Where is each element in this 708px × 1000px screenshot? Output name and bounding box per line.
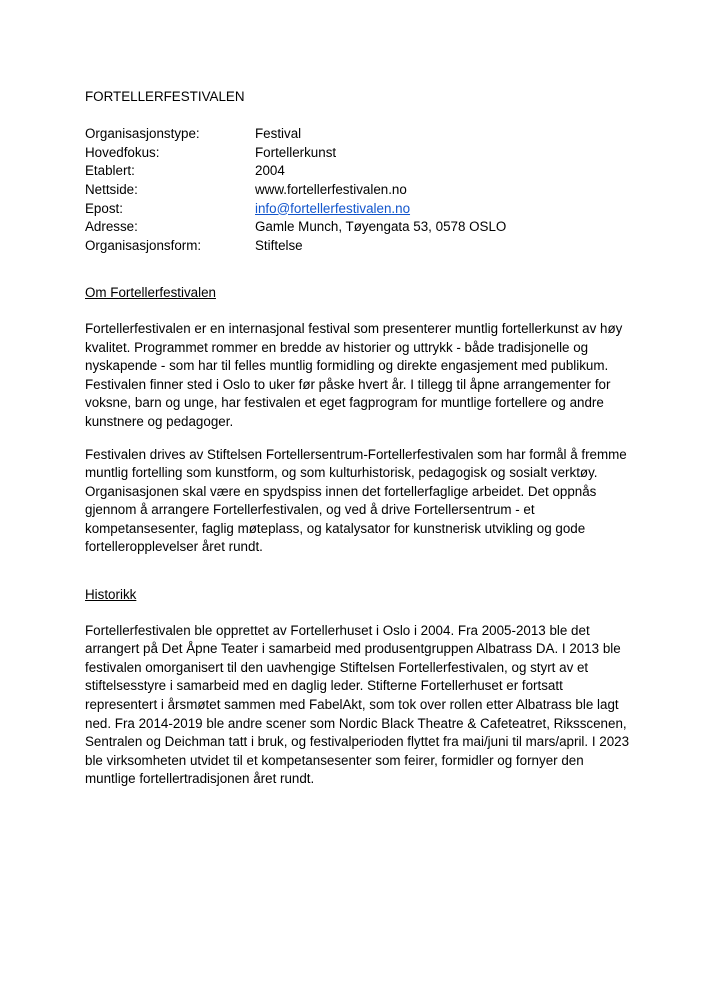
email-link[interactable]: info@fortellerfestivalen.no bbox=[255, 200, 411, 216]
info-row-adresse bbox=[85, 218, 632, 237]
info-row-epost bbox=[85, 200, 632, 219]
website-url: www.fortellerfestivalen.no bbox=[255, 181, 407, 197]
info-value: Gamle Munch, Tøyengata 53, 0578 OSLO bbox=[255, 219, 507, 235]
info-label: Hovedfokus: bbox=[85, 144, 160, 160]
info-row-nettside bbox=[85, 181, 632, 200]
info-label: Adresse: bbox=[85, 219, 138, 235]
info-row-organisasjonstype bbox=[85, 125, 632, 144]
info-label: Organisasjonsform: bbox=[85, 237, 202, 253]
section-historikk bbox=[85, 586, 632, 789]
info-label: Organisasjonstype: bbox=[85, 126, 200, 142]
paragraph-om-2: Festivalen drives av Stiftelsen Fortellersentrum-Fortellerfestivalen som har formål å fremme muntlig fortelling som kunstform, og som kulturhistorisk, pedagogisk og sosialt verktøy. Organisasjonen skal være en spydspiss innen det fortellerfaglige arbeidet. Det oppnås gjennom å arrangere Fortellerfestivalen, og ved å drive Fortellersentrum - et kompetansesenter, faglig møteplass, og katalysator for kunstnerisk utvikling og gode fortelleropplevelser året rundt. bbox=[85, 446, 627, 555]
info-row-etablert bbox=[85, 162, 632, 181]
paragraph-historikk-1: Fortellerfestivalen ble opprettet av Fortellerhuset i Oslo i 2004. Fra 2005-2013 ble det arrangert på Det Åpne Teater i samarbeid med produsentgruppen Albatrass DA. I 2013 ble festivalen omorganisert til den uavhengige Stiftelsen Fortellerfestivalen, og styrt av et stiftelsesstyre i samarbeid med en daglig leder. Stifterne Fortellerhuset er fortsatt representert i årsmøtet sammen med FabelAkt, som tok over rollen etter Albatrass ble lagt ned. Fra 2014-2019 ble andre scener som Nordic Black Theatre & Cafeteatret, Riksscenen, Sentralen og Deichman tatt i bruk, og festivalperioden flyttet fra mai/juni til mars/april. I 2023 ble virksomheten utvidet til et kompetansesenter som feirer, formidler og fornyer den muntlige fortellertradisjonen året rundt. bbox=[85, 622, 630, 787]
info-row-hovedfokus bbox=[85, 144, 632, 163]
info-label: Etablert: bbox=[85, 163, 135, 179]
section-om-fortellerfestivalen bbox=[85, 284, 632, 557]
info-block bbox=[85, 125, 632, 255]
paragraph-om-1: Fortellerfestivalen er en internasjonal festival som presenterer muntlig fortellerkunst av høy kvalitet. Programmet rommer en bredde av historier og uttrykk - både tradisjonelle og nyskapende - som har til felles muntlig formidling og direkte engasjement med publikum. Festivalen finner sted i Oslo to uker før påske hvert år. I tillegg til åpne arrangementer for voksne, barn og unge, har festivalen et eget fagprogram for muntlige fortellere og andre kunstnere og pedagoger. bbox=[85, 320, 623, 429]
info-value: Fortellerkunst bbox=[255, 144, 337, 160]
info-label: Epost: bbox=[85, 200, 123, 216]
info-row-organisasjonsform bbox=[85, 237, 632, 256]
section-heading-om: Om Fortellerfestivalen bbox=[85, 285, 216, 301]
section-heading-historikk: Historikk bbox=[85, 587, 137, 603]
page-title: FORTELLERFESTIVALEN bbox=[85, 89, 245, 104]
info-label: Nettside: bbox=[85, 181, 138, 197]
info-value: Stiftelse bbox=[255, 237, 303, 253]
info-value: Festival bbox=[255, 126, 302, 142]
info-value: 2004 bbox=[255, 163, 285, 179]
